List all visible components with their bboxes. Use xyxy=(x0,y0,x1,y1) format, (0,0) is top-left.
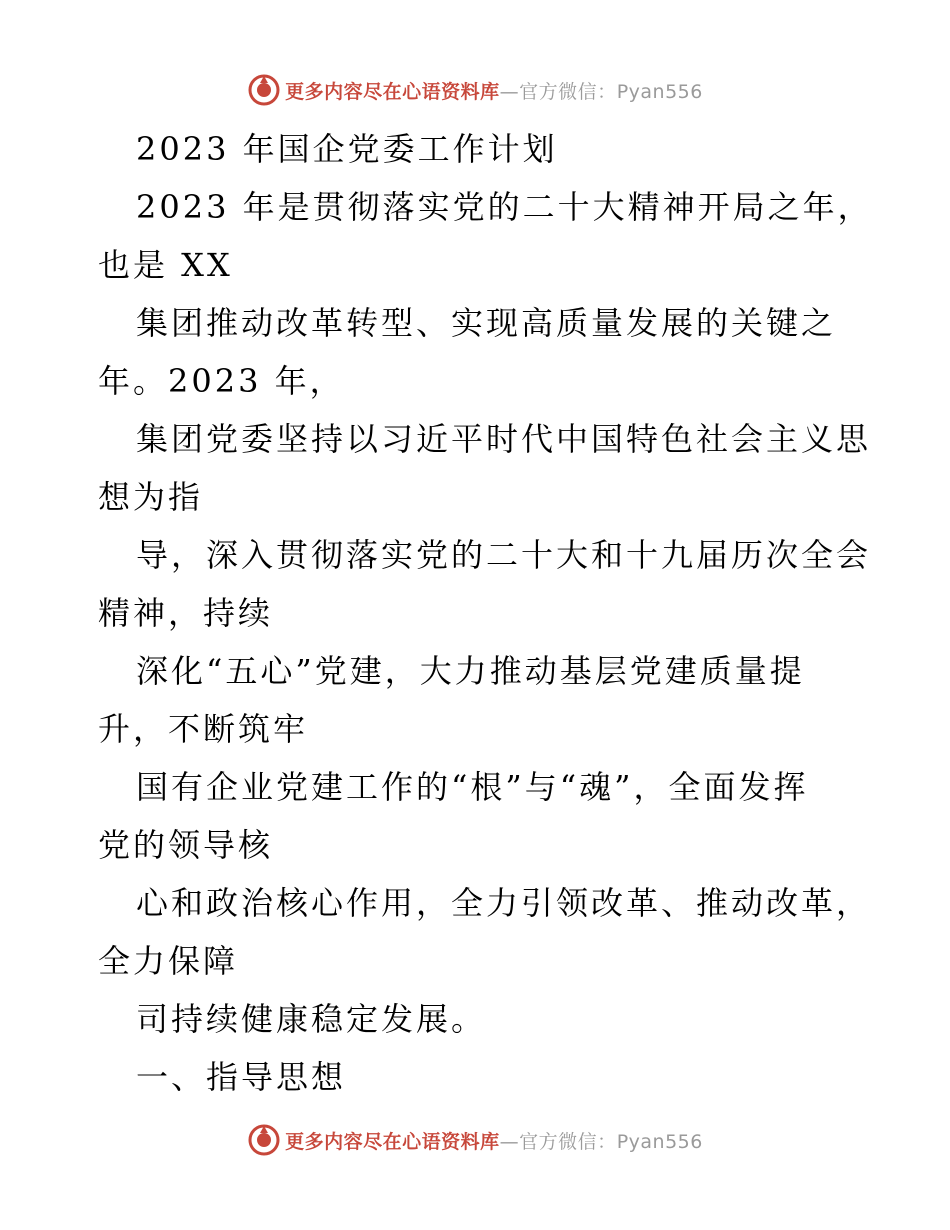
banner-official: 官方微信： xyxy=(519,1130,617,1153)
banner-brand: 更多内容尽在心语资料库 xyxy=(285,80,500,103)
banner-wechat-id: Pyan556 xyxy=(616,80,703,103)
paragraph-line: 国有企业党建工作的“根”与“魂”，全面发挥 xyxy=(136,768,809,806)
banner-wechat-id: Pyan556 xyxy=(616,1130,703,1153)
paragraph-line: 2023 年是贯彻落实党的二十大精神开局之年， xyxy=(136,188,873,226)
logo-icon xyxy=(247,1123,281,1157)
paragraph-line: 深化“五心”党建，大力推动基层党建质量提 xyxy=(136,652,805,690)
paragraph-line: 全力保障 xyxy=(98,942,239,980)
banner-brand: 更多内容尽在心语资料库 xyxy=(285,1130,500,1153)
paragraph-line: 心和政治核心作用，全力引领改革、推动改革， xyxy=(136,884,872,922)
banner-dash: — xyxy=(499,80,520,103)
paragraph-line: 党的领导核 xyxy=(98,826,274,864)
paragraph-line: 升，不断筑牢 xyxy=(98,710,309,748)
banner-official: 官方微信： xyxy=(519,80,617,103)
footer-banner xyxy=(0,1120,950,1160)
banner-dash: — xyxy=(499,1130,520,1153)
logo-icon xyxy=(247,73,281,107)
paragraph-line: 年。2023 年， xyxy=(98,362,345,400)
paragraph-line: 导，深入贯彻落实党的二十大和十九届历次全会 xyxy=(136,536,872,574)
paragraph-line: 精神，持续 xyxy=(98,594,274,632)
document-body xyxy=(98,120,873,1106)
paragraph-line: 集团推动改革转型、实现高质量发展的关键之 xyxy=(136,304,837,342)
paragraph-line: 集团党委坚持以习近平时代中国特色社会主义思 xyxy=(136,420,872,458)
paragraph-line: 司持续健康稳定发展。 xyxy=(136,1000,487,1038)
paragraph-line: 想为指 xyxy=(98,478,204,516)
header-banner xyxy=(0,70,950,110)
section-heading: 一、指导思想 xyxy=(136,1058,347,1096)
document-title: 2023 年国企党委工作计划 xyxy=(136,130,558,168)
paragraph-line: 也是 XX xyxy=(98,246,233,284)
